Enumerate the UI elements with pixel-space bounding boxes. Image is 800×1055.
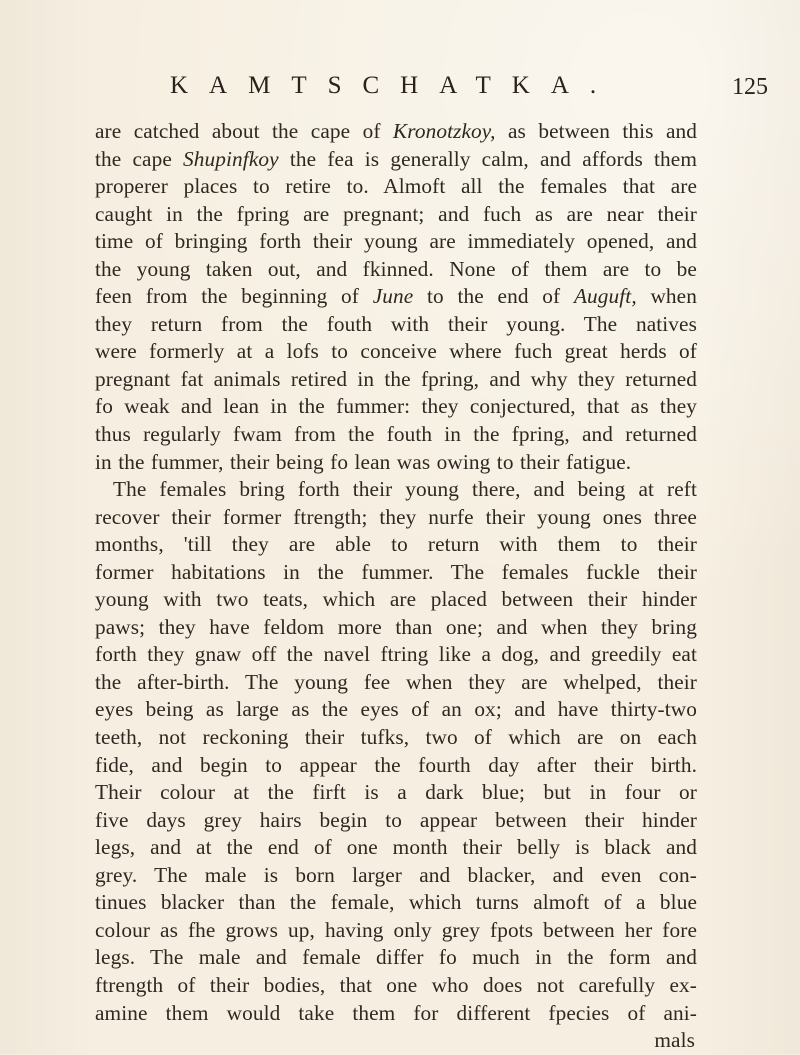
text-line-31: legs. The male and female differ fo much in the form and [95, 945, 697, 970]
text-line-7: feen from the beginning of June to the end of Auguft, when [95, 284, 697, 309]
text-line-22: eyes being as large as the eyes of an ox; and have thirty-two [95, 697, 697, 722]
text-line-5: time of bringing forth their young are immediately opened, and [95, 229, 697, 254]
text-line-29: tinues blacker than the female, which turns almoft of a blue [95, 890, 697, 915]
text-line-21: the after-birth. The young fee when they are whelped, their [95, 669, 697, 694]
text-line-13: in the fummer, their being fo lean was owing to their fatigue. [95, 449, 632, 474]
catchword: mals [654, 1028, 695, 1053]
text-line-25: Their colour at the firft is a dark blue; but in four or [95, 780, 697, 805]
running-head [170, 72, 730, 108]
text-line-16: months, 'till they are able to return with them to their [95, 532, 697, 557]
text-line-28: grey. The male is born larger and blacker, and even con- [95, 862, 697, 887]
text-line-17: former habitations in the fummer. The females fuckle their [95, 559, 697, 584]
text-line-1: are catched about the cape of Kronotzkoy, as between this and [95, 119, 697, 143]
text-line-8: they return from the fouth with their young. The natives [95, 311, 697, 336]
text-line-20: forth they gnaw off the navel ftring like a dog, and greedily eat [95, 642, 697, 667]
text-line-27: legs, and at the end of one month their belly is black and [95, 835, 697, 860]
text-line-23: teeth, not reckoning their tufks, two of which are on each [95, 725, 697, 750]
text-line-12: thus regularly fwam from the fouth in the fpring, and returned [95, 422, 697, 447]
text-line-15: recover their former ftrength; they nurfe their young ones three [95, 504, 697, 529]
text-line-10: pregnant fat animals retired in the fpring, and why they returned [95, 366, 697, 391]
text-line-18: young with two teats, which are placed between their hinder [95, 587, 697, 612]
text-line-32: ftrength of their bodies, that one who does not carefully ex- [95, 972, 697, 997]
text-line-24: fide, and begin to appear the fourth day after their birth. [95, 752, 697, 777]
text-line-33: amine them would take them for different fpecies of ani- [95, 1000, 697, 1025]
text-line-2: the cape Shupinfkoy the fea is generally calm, and affords them [95, 146, 697, 171]
text-line-3: properer places to retire to. Almoft all the females that are [95, 174, 697, 199]
running-title: KAMTSCHATKA. [170, 72, 618, 99]
text-line-9: were formerly at a lofs to conceive where fuch great herds of [95, 339, 697, 364]
text-line-14: The females bring forth their young there, and being at reft [113, 477, 697, 502]
page-number: 125 [732, 74, 768, 100]
text-line-26: five days grey hairs begin to appear between their hinder [95, 807, 697, 832]
text-line-11: fo weak and lean in the fummer: they conjectured, that as they [95, 394, 697, 419]
body-text [95, 118, 697, 1055]
text-line-4: caught in the fpring are pregnant; and fuch as are near their [95, 201, 697, 226]
text-line-19: paws; they have feldom more than one; and when they bring [95, 614, 697, 639]
text-line-6: the young taken out, and fkinned. None of them are to be [95, 256, 697, 281]
text-line-30: colour as fhe grows up, having only grey fpots between her fore [95, 917, 697, 942]
